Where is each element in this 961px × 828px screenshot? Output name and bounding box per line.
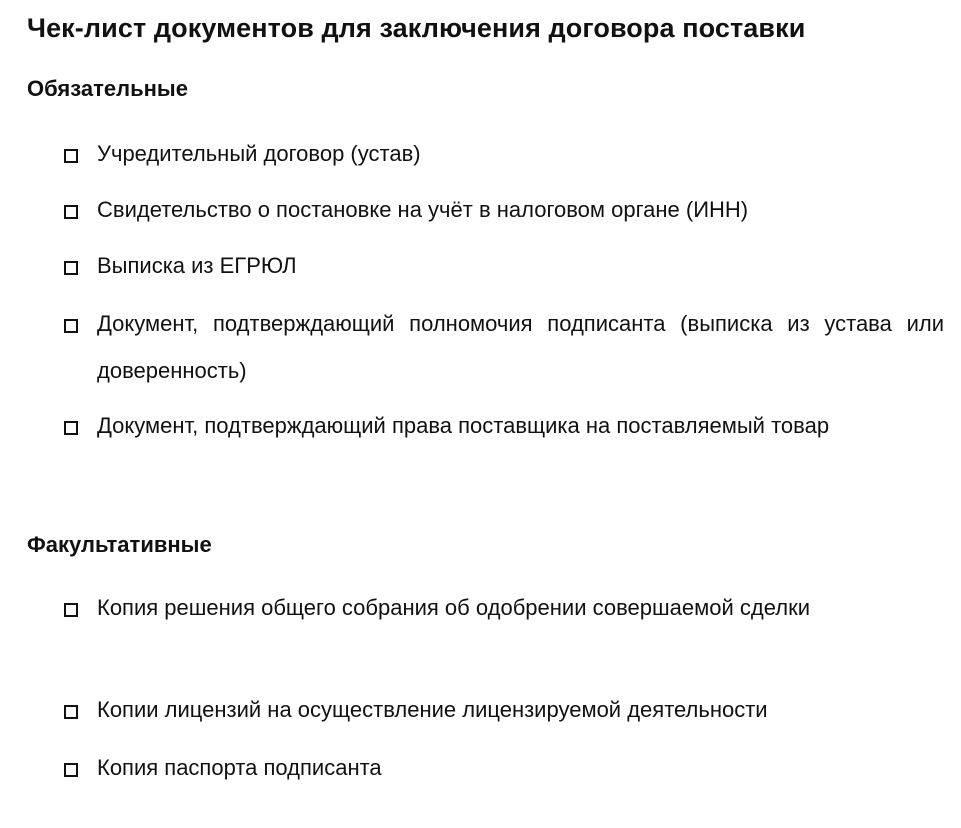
- checkbox-icon[interactable]: [64, 421, 78, 435]
- list-item: [64, 756, 944, 791]
- checkbox-icon[interactable]: [64, 149, 78, 163]
- list-item-label: Копия решения общего собрания об одобрении совершаемой сделки: [97, 595, 810, 620]
- page-title: Чек-лист документов для заключения договора поставки: [27, 13, 806, 43]
- list-item-label: Копии лицензий на осуществление лицензируемой деятельности: [97, 697, 768, 722]
- list-item: [64, 254, 944, 289]
- list-item-label: Свидетельство о постановке на учёт в налоговом органе (ИНН): [97, 197, 749, 222]
- section-heading-optional: Факультативные: [27, 532, 212, 557]
- list-item-label: Учредительный договор (устав): [97, 141, 421, 166]
- list-item: [64, 198, 944, 233]
- checkbox-icon[interactable]: [64, 261, 78, 275]
- checkbox-icon[interactable]: [64, 205, 78, 219]
- checkbox-icon[interactable]: [64, 319, 78, 333]
- checkbox-icon[interactable]: [64, 705, 78, 719]
- checkbox-icon[interactable]: [64, 603, 78, 617]
- list-item-label: Документ, подтверждающий полномочия подписанта (выписка из устава или доверенность): [97, 311, 944, 383]
- list-item: [64, 596, 944, 631]
- list-item: [64, 414, 944, 449]
- list-item-label: Копия паспорта подписанта: [97, 755, 382, 780]
- list-item: [64, 312, 944, 394]
- list-item-label: Документ, подтверждающий права поставщика на поставляемый товар: [97, 413, 830, 438]
- list-item: [64, 698, 944, 733]
- section-heading-required: Обязательные: [27, 76, 188, 101]
- checkbox-icon[interactable]: [64, 763, 78, 777]
- list-item: [64, 142, 944, 177]
- list-item-label: Выписка из ЕГРЮЛ: [97, 253, 297, 278]
